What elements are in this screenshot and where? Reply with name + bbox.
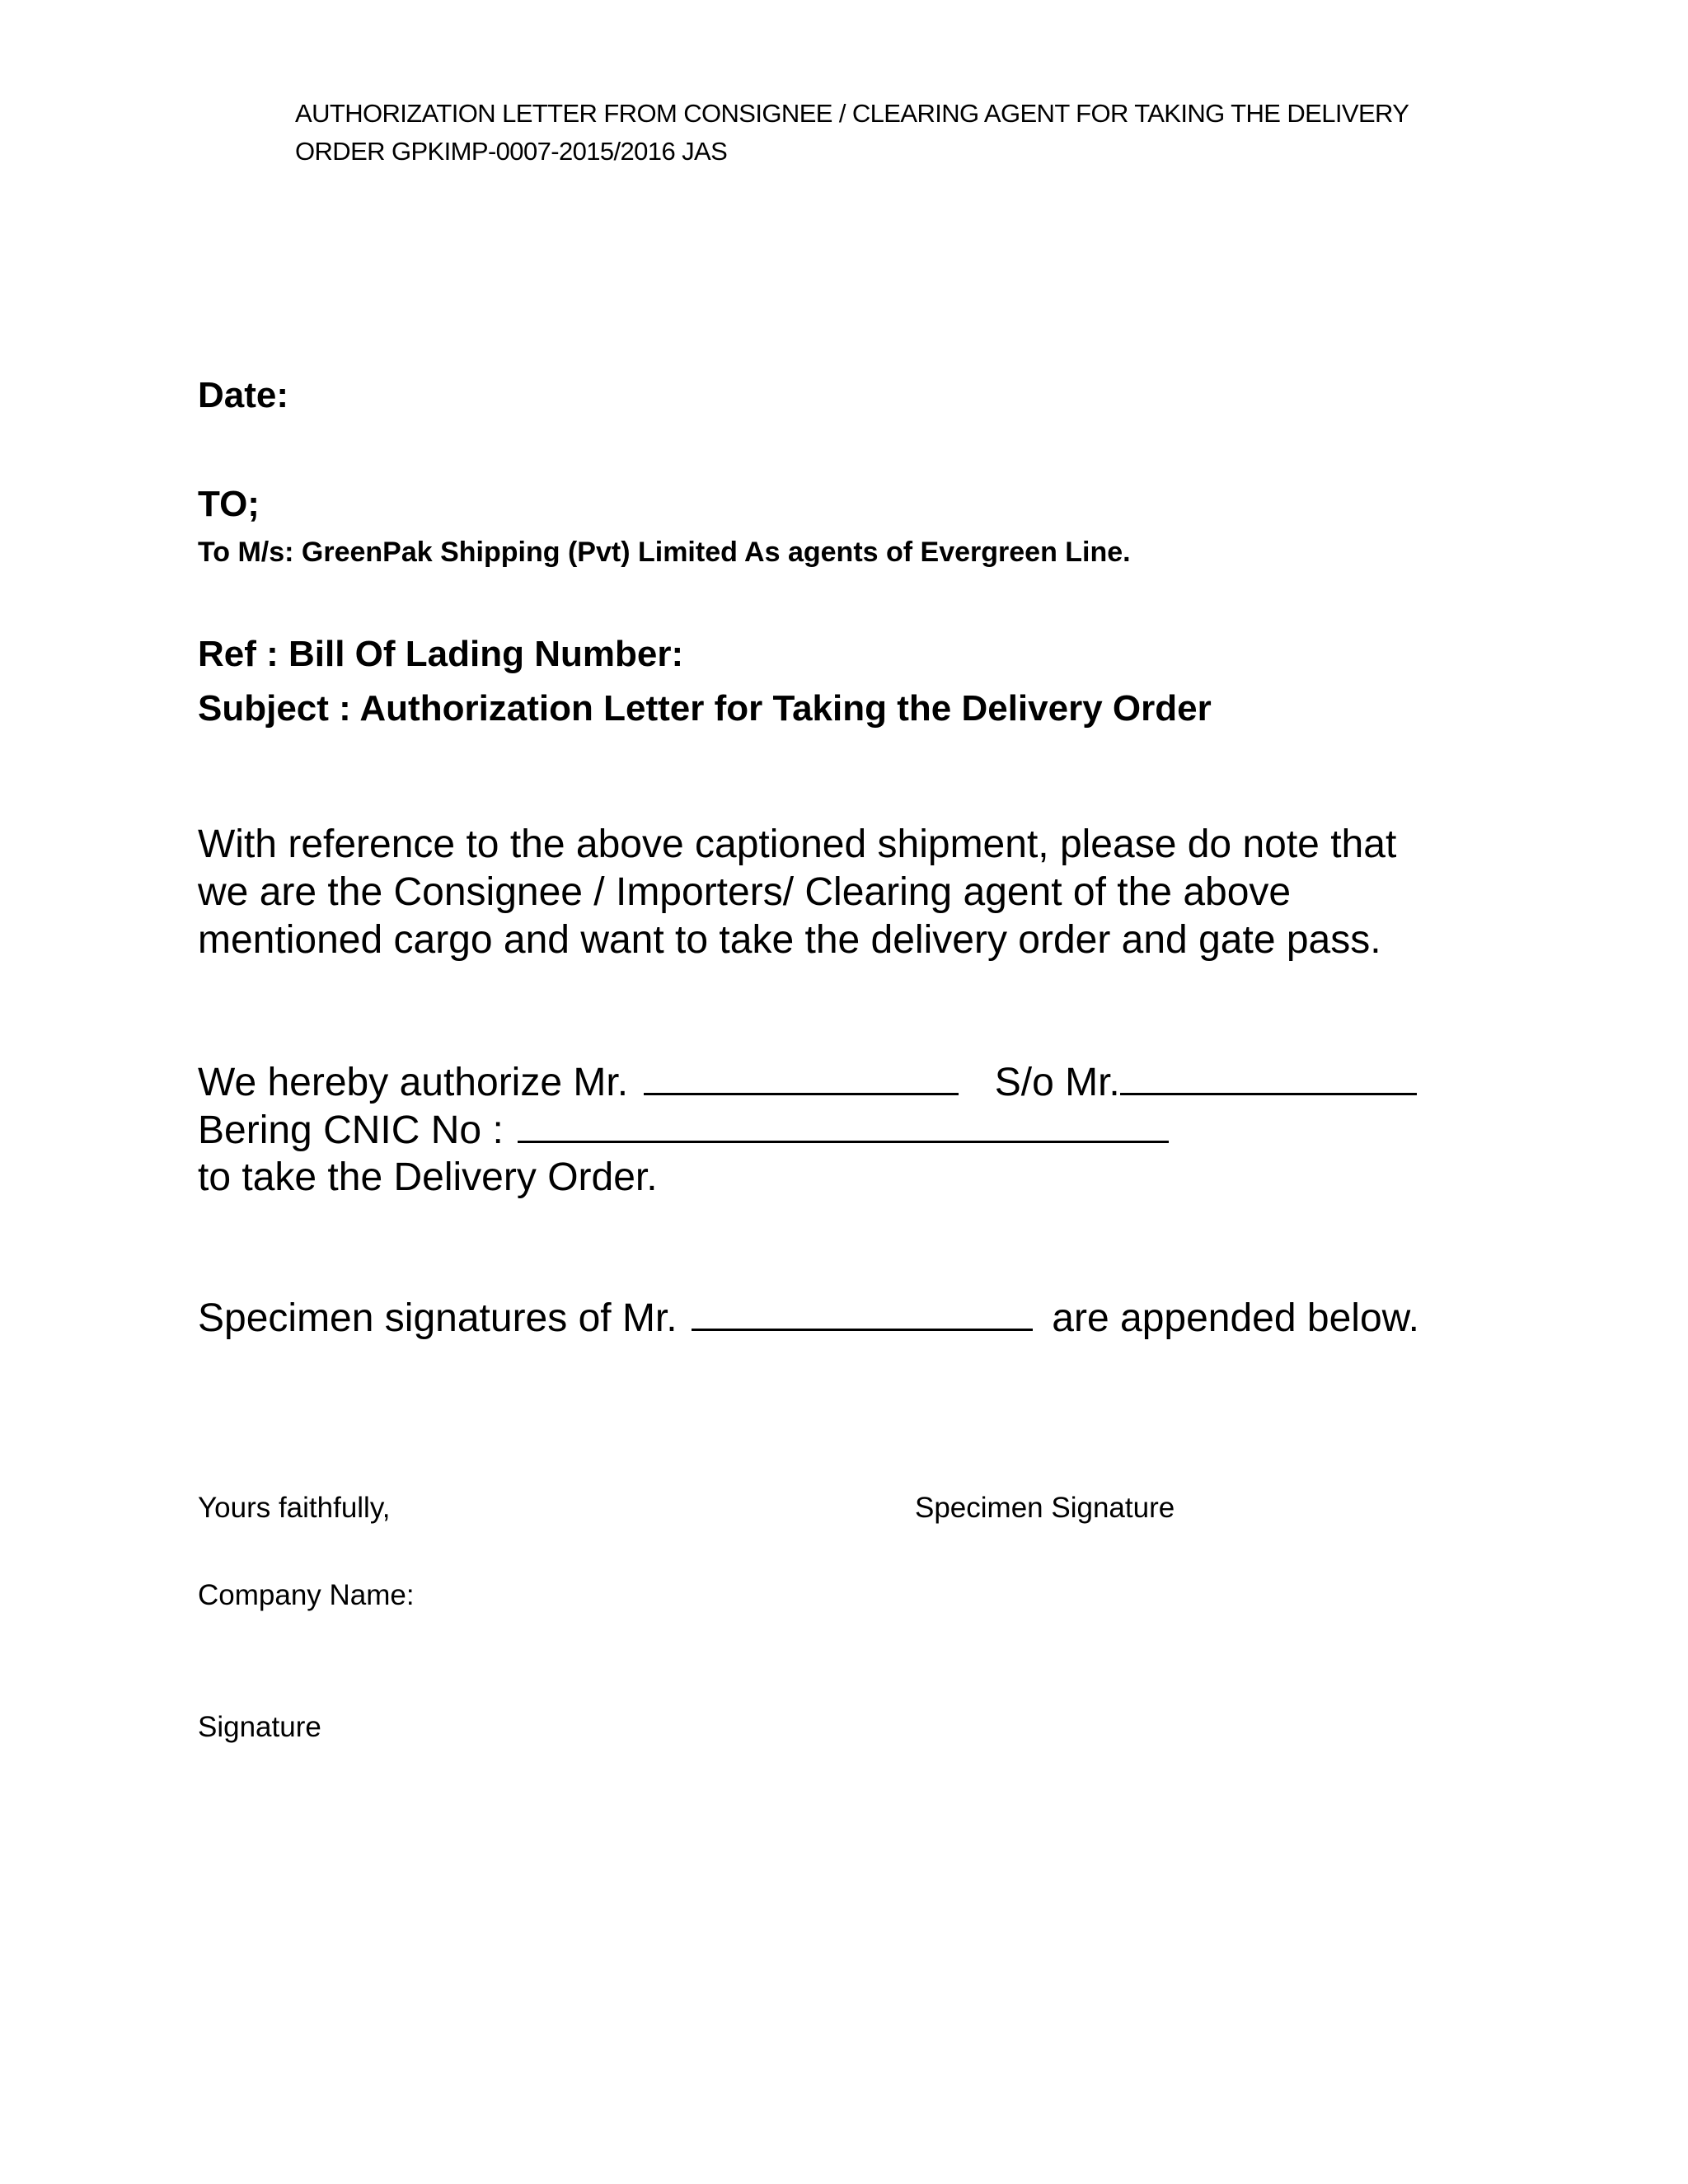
cnic-blank[interactable] (518, 1106, 1169, 1143)
father-name-blank[interactable] (1120, 1058, 1417, 1095)
subject-line: Subject : Authorization Letter for Taking the Delivery Order (198, 688, 1212, 729)
header-line-2: ORDER GPKIMP-0007-2015/2016 JAS (295, 137, 728, 166)
so-label: S/o Mr. (994, 1061, 1120, 1104)
paragraph-1-line-3: mentioned cargo and want to take the delivery order and gate pass. (198, 918, 1381, 962)
cnic-line (198, 1106, 1169, 1155)
paragraph-1-line-1: With reference to the above captioned shipment, please do note that (198, 823, 1397, 866)
company-name-label: Company Name: (198, 1579, 415, 1611)
specimen-line (198, 1294, 1419, 1343)
addressee: To M/s: GreenPak Shipping (Pvt) Limited As agents of Evergreen Line. (198, 537, 1131, 568)
yours-faithfully: Yours faithfully, (198, 1492, 391, 1524)
authorize-line (198, 1058, 1417, 1107)
authorize-prefix: We hereby authorize Mr. (198, 1061, 629, 1104)
header-line-1: AUTHORIZATION LETTER FROM CONSIGNEE / CLEARING AGENT FOR TAKING THE DELIVERY (295, 99, 1409, 128)
date-label: Date: (198, 375, 289, 415)
specimen-signature-label: Specimen Signature (915, 1492, 1175, 1524)
specimen-suffix: are appended below. (1052, 1296, 1420, 1340)
authorize-suffix: to take the Delivery Order. (198, 1155, 658, 1199)
specimen-prefix: Specimen signatures of Mr. (198, 1296, 678, 1340)
ref-line: Ref : Bill Of Lading Number: (198, 634, 684, 674)
signature-label: Signature (198, 1711, 321, 1743)
to-label: TO; (198, 484, 260, 524)
authorized-name-blank[interactable] (644, 1058, 959, 1095)
specimen-name-blank[interactable] (692, 1294, 1033, 1331)
cnic-label: Bering CNIC No : (198, 1108, 504, 1152)
paragraph-1-line-2: we are the Consignee / Importers/ Clearing agent of the above (198, 870, 1292, 914)
